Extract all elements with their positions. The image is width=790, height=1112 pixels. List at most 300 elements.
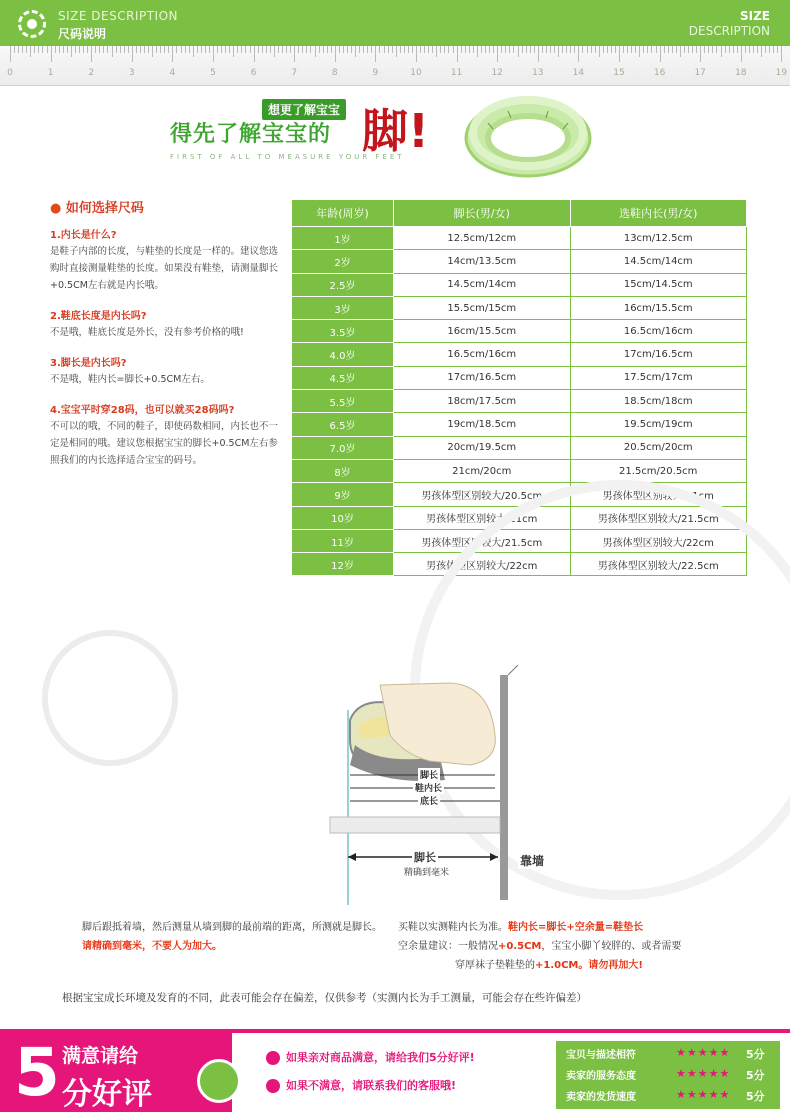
ruler-minor-tick bbox=[469, 46, 470, 53]
ruler-minor-tick bbox=[237, 46, 238, 53]
ruler-minor-tick bbox=[562, 46, 563, 53]
ruler-minor-tick bbox=[692, 46, 693, 53]
explain-right bbox=[398, 918, 778, 975]
sad-face-icon bbox=[266, 1079, 280, 1093]
ruler-number: 10 bbox=[410, 68, 422, 78]
ruler-minor-tick bbox=[160, 46, 161, 53]
ruler-tick bbox=[213, 46, 214, 62]
size-guide bbox=[50, 197, 280, 482]
ruler-minor-tick bbox=[505, 46, 506, 53]
ruler-minor-tick bbox=[404, 46, 405, 53]
ruler-minor-tick bbox=[465, 46, 466, 53]
ruler-minor-tick bbox=[643, 46, 644, 53]
ruler-minor-tick bbox=[546, 46, 547, 53]
rating-label: 卖家的服务态度 bbox=[566, 1071, 636, 1082]
ruler-minor-tick bbox=[761, 46, 762, 57]
diagram-wall: 靠墙 bbox=[520, 854, 545, 868]
explain-right-red: 鞋内长=脚长+空余量=鞋垫长 bbox=[508, 922, 644, 933]
ruler-minor-tick bbox=[152, 46, 153, 57]
guide-question: 4.宝宝平时穿28码，也可以就买28码吗? bbox=[50, 405, 235, 416]
ruler-minor-tick bbox=[566, 46, 567, 53]
guide-question: 3.脚长是内长吗? bbox=[50, 358, 127, 369]
cell-foot-length: 男孩体型区别较大/21.5cm bbox=[394, 529, 571, 552]
ruler-minor-tick bbox=[664, 46, 665, 53]
ruler-minor-tick bbox=[363, 46, 364, 53]
explain-right-red: +0.5CM bbox=[498, 941, 542, 952]
ruler-minor-tick bbox=[371, 46, 372, 53]
explain-left-red: 请精确到毫米，不要人为加大。 bbox=[82, 941, 222, 952]
rating-stars: ★★★★★ bbox=[676, 1046, 731, 1059]
ruler-minor-tick bbox=[721, 46, 722, 57]
ruler-minor-tick bbox=[323, 46, 324, 53]
cell-inner-length: 男孩体型区别较大/21cm bbox=[570, 483, 747, 506]
header-right-line2: DESCRIPTION bbox=[688, 24, 770, 38]
diagram-precision: 精确到毫米 bbox=[402, 865, 451, 878]
cell-inner-length: 男孩体型区别较大/22.5cm bbox=[570, 553, 747, 576]
cell-foot-length: 男孩体型区别较大/20.5cm bbox=[394, 483, 571, 506]
ruler-minor-tick bbox=[107, 46, 108, 53]
rating-score: 5分 bbox=[746, 1069, 765, 1082]
ruler-minor-tick bbox=[75, 46, 76, 53]
ruler-minor-tick bbox=[440, 46, 441, 53]
ruler-tick bbox=[294, 46, 295, 62]
cell-age: 2岁 bbox=[292, 250, 394, 273]
ruler-minor-tick bbox=[420, 46, 421, 53]
ruler-minor-tick bbox=[461, 46, 462, 53]
table-row bbox=[292, 459, 747, 482]
ruler-minor-tick bbox=[493, 46, 494, 53]
ruler-number: 6 bbox=[250, 68, 257, 78]
ruler-minor-tick bbox=[38, 46, 39, 53]
ruler-minor-tick bbox=[696, 46, 697, 53]
cell-age: 6.5岁 bbox=[292, 413, 394, 436]
ruler-minor-tick bbox=[250, 46, 251, 53]
headline bbox=[170, 95, 470, 165]
ruler-minor-tick bbox=[241, 46, 242, 53]
ruler-minor-tick bbox=[379, 46, 380, 53]
header-title-cn: 尺码说明 bbox=[58, 27, 107, 41]
ruler-tick bbox=[375, 46, 376, 62]
ruler-minor-tick bbox=[432, 46, 433, 53]
ruler-minor-tick bbox=[26, 46, 27, 53]
cell-inner-length: 15cm/14.5cm bbox=[570, 273, 747, 296]
diagram-foot-length: 脚长 bbox=[418, 768, 440, 781]
ruler-minor-tick bbox=[197, 46, 198, 53]
ruler-minor-tick bbox=[424, 46, 425, 53]
ruler-tick bbox=[51, 46, 52, 62]
ruler-tick bbox=[538, 46, 539, 62]
ruler-minor-tick bbox=[176, 46, 177, 53]
ruler-minor-tick bbox=[485, 46, 486, 53]
guide-answer: 是鞋子内部的长度，与鞋垫的长度是一样的。建议您选购时直接测量鞋垫的长度。如果没有鞋垫，请测量脚长+0.5CM左右就是内长哦。 bbox=[50, 246, 279, 291]
explain-left-text: 脚后跟抵着墙，然后测量从墙到脚的最前端的距离，所测就是脚长。 bbox=[82, 922, 382, 933]
ruler-minor-tick bbox=[18, 46, 19, 53]
ruler-minor-tick bbox=[513, 46, 514, 53]
ruler-minor-tick bbox=[55, 46, 56, 53]
cell-age: 5.5岁 bbox=[292, 390, 394, 413]
footer-line1 bbox=[266, 1049, 475, 1065]
ruler-minor-tick bbox=[473, 46, 474, 53]
ruler-minor-tick bbox=[270, 46, 271, 53]
ruler-minor-tick bbox=[34, 46, 35, 53]
smiley-icon bbox=[197, 1059, 241, 1103]
ruler-tick bbox=[91, 46, 92, 62]
ruler-minor-tick bbox=[156, 46, 157, 53]
ruler-minor-tick bbox=[99, 46, 100, 53]
diagram-inner-length: 鞋内长 bbox=[413, 781, 444, 794]
ruler-minor-tick bbox=[339, 46, 340, 53]
cell-foot-length: 14.5cm/14cm bbox=[394, 273, 571, 296]
cell-inner-length: 16.5cm/16cm bbox=[570, 320, 747, 343]
ruler-number: 11 bbox=[450, 68, 463, 78]
ruler-minor-tick bbox=[221, 46, 222, 53]
ruler-minor-tick bbox=[607, 46, 608, 53]
rating-stars: ★★★★★ bbox=[676, 1067, 731, 1080]
table-row bbox=[292, 273, 747, 296]
ruler-minor-tick bbox=[298, 46, 299, 53]
ruler-minor-tick bbox=[716, 46, 717, 53]
ruler-number: 13 bbox=[532, 68, 544, 78]
ruler-minor-tick bbox=[384, 46, 385, 53]
table-row bbox=[292, 413, 747, 436]
ruler-minor-tick bbox=[603, 46, 604, 53]
guide-title bbox=[50, 197, 280, 216]
ruler-minor-tick bbox=[591, 46, 592, 53]
guide-title-text: 如何选择尺码 bbox=[65, 201, 144, 216]
ruler-minor-tick bbox=[181, 46, 182, 53]
footer-title2: 分好评 bbox=[62, 1077, 152, 1112]
ruler-number: 8 bbox=[331, 68, 338, 78]
ruler-minor-tick bbox=[124, 46, 125, 53]
ruler-minor-tick bbox=[282, 46, 283, 53]
ruler-minor-tick bbox=[570, 46, 571, 53]
rating-stars: ★★★★★ bbox=[676, 1088, 731, 1101]
ruler-number: 2 bbox=[88, 68, 95, 78]
rating-score: 5分 bbox=[746, 1090, 765, 1103]
ruler-tick bbox=[10, 46, 11, 62]
ruler-tick bbox=[132, 46, 133, 62]
header-bar bbox=[0, 0, 790, 46]
ruler-minor-tick bbox=[327, 46, 328, 53]
ruler-minor-tick bbox=[343, 46, 344, 53]
ruler-minor-tick bbox=[704, 46, 705, 53]
logo-dot-icon bbox=[27, 19, 37, 29]
cell-age: 11岁 bbox=[292, 529, 394, 552]
ruler-minor-tick bbox=[530, 46, 531, 53]
ruler-minor-tick bbox=[262, 46, 263, 53]
ruler-minor-tick bbox=[225, 46, 226, 53]
cell-age: 9岁 bbox=[292, 483, 394, 506]
watermark-logo-small bbox=[42, 630, 178, 766]
ruler-minor-tick bbox=[103, 46, 104, 53]
footer-big-five: 5 bbox=[14, 1034, 60, 1111]
ruler-minor-tick bbox=[258, 46, 259, 53]
ruler-minor-tick bbox=[745, 46, 746, 53]
cell-inner-length: 男孩体型区别较大/21.5cm bbox=[570, 506, 747, 529]
table-header-row bbox=[292, 200, 747, 227]
guide-answer: 不可以的哦，不同的鞋子，即使码数相同，内长也不一定是相同的哦。建议您根据宝宝的脚长+0.5CM左右参照我们的内长选择适合宝宝的码号。 bbox=[50, 421, 279, 466]
cell-foot-length: 20cm/19.5cm bbox=[394, 436, 571, 459]
ruler-minor-tick bbox=[63, 46, 64, 53]
footer-banner bbox=[0, 1029, 790, 1112]
guide-question: 2.鞋底长度是内长吗? bbox=[50, 311, 147, 322]
ruler-minor-tick bbox=[582, 46, 583, 53]
ruler-number: 5 bbox=[210, 68, 216, 78]
ruler-minor-tick bbox=[448, 46, 449, 53]
cell-age: 3.5岁 bbox=[292, 320, 394, 343]
ruler-number: 17 bbox=[694, 68, 706, 78]
ruler-tick bbox=[254, 46, 255, 62]
ruler-minor-tick bbox=[245, 46, 246, 53]
explain-right-red: +1.0CM。请勿再加大! bbox=[535, 960, 643, 971]
diagram-sole-length: 底长 bbox=[418, 794, 440, 807]
ruler-minor-tick bbox=[615, 46, 616, 53]
ruler-minor-tick bbox=[396, 46, 397, 57]
ruler-minor-tick bbox=[201, 46, 202, 53]
ruler-minor-tick bbox=[87, 46, 88, 53]
ruler-minor-tick bbox=[680, 46, 681, 57]
cell-age: 1岁 bbox=[292, 227, 394, 250]
ruler-minor-tick bbox=[286, 46, 287, 53]
ruler-minor-tick bbox=[595, 46, 596, 53]
ruler-minor-tick bbox=[518, 46, 519, 57]
rating-label: 卖家的发货速度 bbox=[566, 1092, 636, 1103]
ruler-minor-tick bbox=[347, 46, 348, 53]
header-age: 年龄(周岁) bbox=[292, 200, 394, 227]
ruler-minor-tick bbox=[522, 46, 523, 53]
header-foot-length: 脚长(男/女) bbox=[394, 200, 571, 227]
ruler-minor-tick bbox=[274, 46, 275, 57]
ruler-minor-tick bbox=[315, 46, 316, 57]
ruler-minor-tick bbox=[355, 46, 356, 57]
ruler-minor-tick bbox=[729, 46, 730, 53]
ruler-minor-tick bbox=[79, 46, 80, 53]
ruler-minor-tick bbox=[526, 46, 527, 53]
cell-foot-length: 12.5cm/12cm bbox=[394, 227, 571, 250]
footer-line2 bbox=[266, 1077, 456, 1093]
ruler-minor-tick bbox=[749, 46, 750, 53]
rating-score: 5分 bbox=[746, 1048, 765, 1061]
cell-foot-length: 21cm/20cm bbox=[394, 459, 571, 482]
ruler-minor-tick bbox=[128, 46, 129, 53]
table-row bbox=[292, 320, 747, 343]
ruler-number: 0 bbox=[7, 68, 13, 78]
ruler-minor-tick bbox=[310, 46, 311, 53]
guide-question: 1.内长是什么? bbox=[50, 230, 117, 241]
headline-main: 得先了解宝宝的 bbox=[170, 122, 332, 147]
ruler-minor-tick bbox=[753, 46, 754, 53]
ruler-minor-tick bbox=[140, 46, 141, 53]
disclaimer-note: 根据宝宝成长环境及发育的不同，此表可能会存在偏差，仅供参考（实测内长为手工测量，可能会存在些许偏差） bbox=[62, 992, 587, 1004]
ruler-minor-tick bbox=[631, 46, 632, 53]
cell-age: 3岁 bbox=[292, 296, 394, 319]
cell-foot-length: 16cm/15.5cm bbox=[394, 320, 571, 343]
ruler-minor-tick bbox=[266, 46, 267, 53]
ruler-minor-tick bbox=[302, 46, 303, 53]
ruler-minor-tick bbox=[611, 46, 612, 53]
headline-foot: 脚! bbox=[362, 104, 429, 158]
cell-inner-length: 17.5cm/17cm bbox=[570, 366, 747, 389]
explain-right-text: 空余量建议：一般情况 bbox=[398, 941, 498, 952]
ruler-minor-tick bbox=[148, 46, 149, 53]
ruler-minor-tick bbox=[290, 46, 291, 53]
ruler-number: 7 bbox=[291, 68, 298, 78]
ruler-tick bbox=[578, 46, 579, 62]
ruler-tick bbox=[457, 46, 458, 62]
table-row bbox=[292, 250, 747, 273]
cell-foot-length: 15.5cm/15cm bbox=[394, 296, 571, 319]
table-row bbox=[292, 390, 747, 413]
cell-foot-length: 男孩体型区别较大/21cm bbox=[394, 506, 571, 529]
tape-measure-icon bbox=[458, 83, 598, 183]
ruler-number: 14 bbox=[572, 68, 585, 78]
cell-age: 12岁 bbox=[292, 553, 394, 576]
ruler-minor-tick bbox=[550, 46, 551, 53]
ruler-minor-tick bbox=[319, 46, 320, 53]
ruler-minor-tick bbox=[489, 46, 490, 53]
ruler-minor-tick bbox=[189, 46, 190, 53]
header-inner-length: 选鞋内长(男/女) bbox=[570, 200, 747, 227]
ruler-number: 1 bbox=[47, 68, 54, 78]
ruler-minor-tick bbox=[30, 46, 31, 57]
ruler-minor-tick bbox=[185, 46, 186, 53]
ruler-number: 3 bbox=[128, 68, 135, 78]
footer-line2-text: 如果不满意，请联系我们的客服哦! bbox=[286, 1079, 457, 1092]
table-row bbox=[292, 366, 747, 389]
cell-inner-length: 20.5cm/20cm bbox=[570, 436, 747, 459]
ruler-minor-tick bbox=[725, 46, 726, 53]
ruler-minor-tick bbox=[367, 46, 368, 53]
ruler-minor-tick bbox=[67, 46, 68, 53]
cell-inner-length: 14.5cm/14cm bbox=[570, 250, 747, 273]
cell-inner-length: 16cm/15.5cm bbox=[570, 296, 747, 319]
ruler-tick bbox=[660, 46, 661, 62]
ruler-minor-tick bbox=[737, 46, 738, 53]
ruler-number: 19 bbox=[775, 68, 788, 78]
ruler-minor-tick bbox=[116, 46, 117, 53]
ruler-minor-tick bbox=[428, 46, 429, 53]
ruler-tick bbox=[416, 46, 417, 62]
ruler-minor-tick bbox=[708, 46, 709, 53]
ruler-minor-tick bbox=[59, 46, 60, 53]
table-row bbox=[292, 436, 747, 459]
ruler-minor-tick bbox=[392, 46, 393, 53]
ruler-minor-tick bbox=[205, 46, 206, 53]
explain-left bbox=[82, 918, 382, 956]
ruler-minor-tick bbox=[676, 46, 677, 53]
ruler-minor-tick bbox=[587, 46, 588, 53]
ruler-minor-tick bbox=[306, 46, 307, 53]
ruler-minor-tick bbox=[351, 46, 352, 53]
cell-age: 2.5岁 bbox=[292, 273, 394, 296]
footer-ratings bbox=[556, 1041, 780, 1109]
ruler-tick bbox=[172, 46, 173, 62]
ruler-minor-tick bbox=[688, 46, 689, 53]
ruler-minor-tick bbox=[144, 46, 145, 53]
ruler-minor-tick bbox=[193, 46, 194, 57]
ruler-minor-tick bbox=[668, 46, 669, 53]
ruler-minor-tick bbox=[635, 46, 636, 53]
cell-inner-length: 17cm/16.5cm bbox=[570, 343, 747, 366]
cell-age: 8岁 bbox=[292, 459, 394, 482]
footer-line1-text: 如果亲对商品满意，请给我们5分好评! bbox=[286, 1051, 475, 1064]
ruler-minor-tick bbox=[481, 46, 482, 53]
ruler-minor-tick bbox=[412, 46, 413, 53]
ruler-minor-tick bbox=[14, 46, 15, 53]
ruler-tick bbox=[335, 46, 336, 62]
ruler-minor-tick bbox=[120, 46, 121, 53]
ruler-minor-tick bbox=[42, 46, 43, 53]
ruler-minor-tick bbox=[331, 46, 332, 53]
explain-right-text: 买鞋以实测鞋内长为准。 bbox=[398, 922, 508, 933]
ruler bbox=[0, 46, 790, 86]
ruler-minor-tick bbox=[509, 46, 510, 53]
ruler-minor-tick bbox=[501, 46, 502, 53]
table-row bbox=[292, 227, 747, 250]
ruler-number: 4 bbox=[169, 68, 176, 78]
table-row bbox=[292, 343, 747, 366]
header-title-en: SIZE DESCRIPTION bbox=[58, 9, 178, 23]
ruler-number: 15 bbox=[613, 68, 625, 78]
ruler-tick bbox=[619, 46, 620, 62]
smile-face-icon bbox=[266, 1051, 280, 1065]
foot-measure-diagram bbox=[320, 665, 560, 905]
cell-inner-length: 13cm/12.5cm bbox=[570, 227, 747, 250]
cell-inner-length: 男孩体型区别较大/22cm bbox=[570, 529, 747, 552]
ruler-minor-tick bbox=[684, 46, 685, 53]
ruler-minor-tick bbox=[639, 46, 640, 57]
cell-foot-length: 14cm/13.5cm bbox=[394, 250, 571, 273]
ruler-minor-tick bbox=[168, 46, 169, 53]
cell-inner-length: 18.5cm/18cm bbox=[570, 390, 747, 413]
ruler-number: 9 bbox=[372, 68, 379, 78]
ruler-minor-tick bbox=[71, 46, 72, 57]
cell-age: 7.0岁 bbox=[292, 436, 394, 459]
ruler-minor-tick bbox=[22, 46, 23, 53]
ruler-minor-tick bbox=[651, 46, 652, 53]
ruler-minor-tick bbox=[712, 46, 713, 53]
ruler-minor-tick bbox=[209, 46, 210, 53]
ruler-minor-tick bbox=[444, 46, 445, 53]
ruler-number: 12 bbox=[491, 68, 503, 78]
ruler-minor-tick bbox=[477, 46, 478, 57]
ruler-minor-tick bbox=[436, 46, 437, 57]
ruler-minor-tick bbox=[757, 46, 758, 53]
ruler-minor-tick bbox=[733, 46, 734, 53]
footer-pink-panel bbox=[0, 1033, 232, 1112]
header-right-line1: SIZE bbox=[739, 9, 770, 23]
ruler-tick bbox=[781, 46, 782, 62]
ruler-tick bbox=[497, 46, 498, 62]
cell-inner-length: 21.5cm/20.5cm bbox=[570, 459, 747, 482]
ruler-minor-tick bbox=[574, 46, 575, 53]
ruler-minor-tick bbox=[554, 46, 555, 53]
cell-foot-length: 18cm/17.5cm bbox=[394, 390, 571, 413]
bullet-icon: ● bbox=[50, 201, 66, 216]
ruler-minor-tick bbox=[672, 46, 673, 53]
ruler-tick bbox=[700, 46, 701, 62]
ruler-minor-tick bbox=[599, 46, 600, 57]
footer-title1: 满意请给 bbox=[62, 1045, 139, 1067]
ruler-minor-tick bbox=[773, 46, 774, 53]
ruler-minor-tick bbox=[769, 46, 770, 53]
table-row bbox=[292, 296, 747, 319]
cell-age: 4.5岁 bbox=[292, 366, 394, 389]
ruler-minor-tick bbox=[542, 46, 543, 53]
ruler-minor-tick bbox=[623, 46, 624, 53]
ruler-minor-tick bbox=[656, 46, 657, 53]
ruler-minor-tick bbox=[164, 46, 165, 53]
